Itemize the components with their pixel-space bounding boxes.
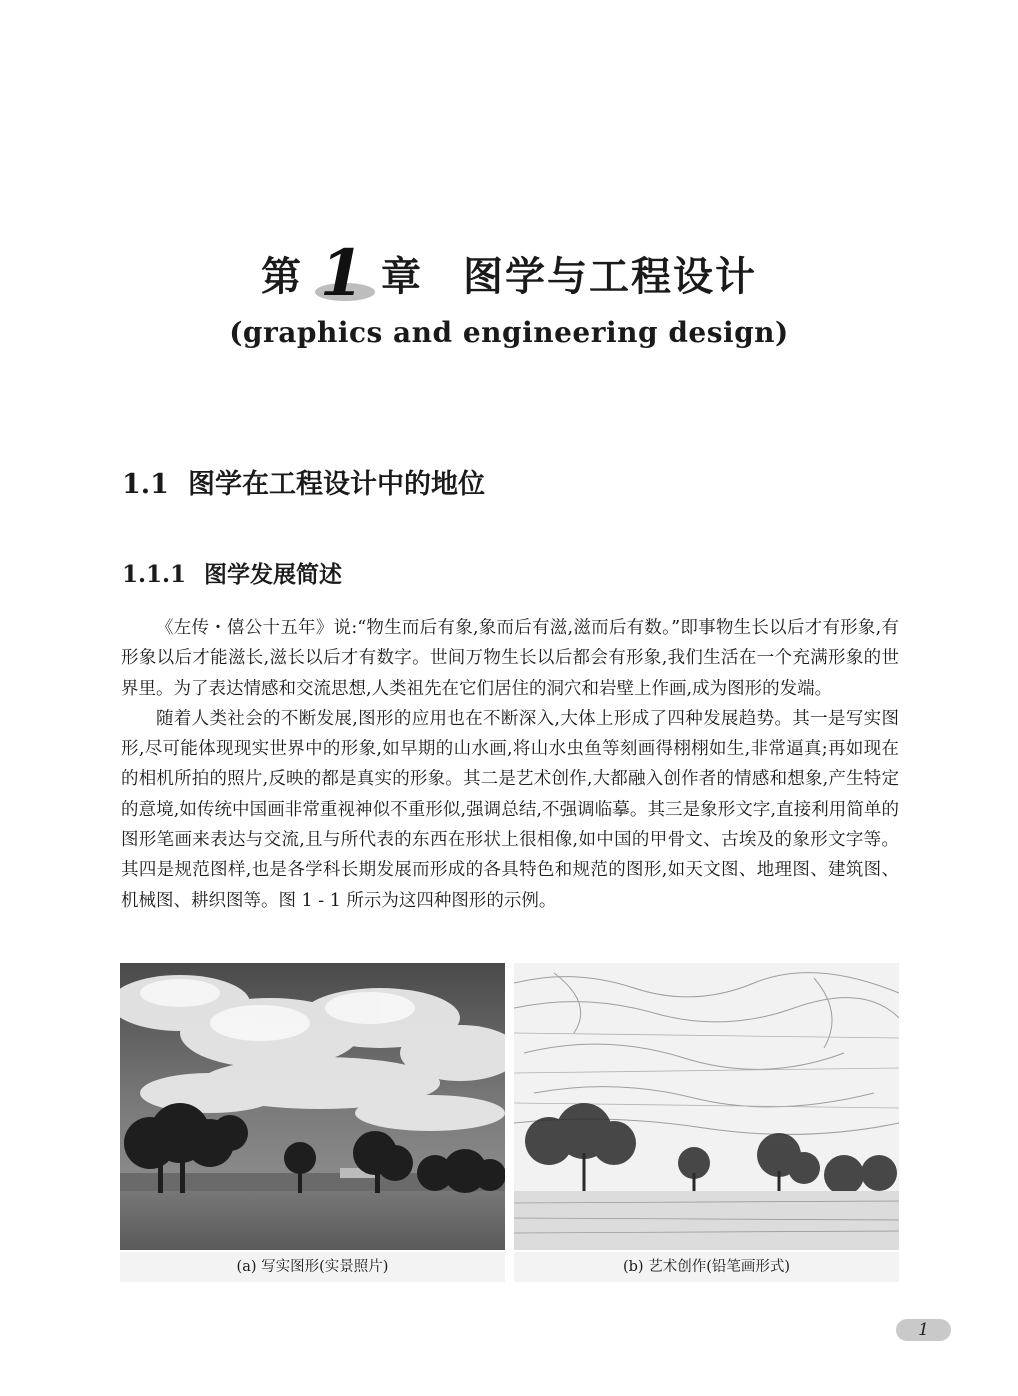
pencil-sketch-image: [514, 963, 899, 1250]
subsection-number: 1.1.1: [122, 561, 187, 588]
paragraph: 随着人类社会的不断发展,图形的应用也在不断深入,大体上形成了四种发展趋势。其一是写实图形,尽可能体现现实世界中的形象,如早期的山水画,将山水虫鱼等刻画得栩栩如生,非常逼真;再如现在的相机所拍的照片,反映的都是真实的形象。其二是艺术创作,大都融入创作者的情感和想象,产生特定的意境,如传统中国画非常重视神似不重形似,强调总结,不强调临摹。其三是象形文字,直接利用简单的图形笔画来表达与交流,且与所代表的东西在形状上很相像,如中国的甲骨文、古埃及的象形文字等。其四是规范图样,也是各学科长期发展而形成的各具特色和规范的图形,如天文图、地理图、建筑图、机械图、耕织图等。图 1 - 1 所示为这四种图形的示例。: [121, 708, 899, 911]
paragraph: 《左传・僖公十五年》说:“物生而后有象,象而后有滋,滋而后有数。”即事物生长以后才有形象,有形象以后才能滋长,滋长以后才有数字。世间万物生长以后都会有形象,我们生活在一个充满形象的世界里。为了表达情感和交流思想,人类祖先在它们居住的洞穴和岩壁上作画,成为图形的发端。: [121, 618, 899, 699]
chapter-title: [0, 236, 1018, 311]
chapter-number: 1: [319, 236, 367, 311]
subsection-title: 图学发展简述: [204, 562, 342, 588]
section-heading: [122, 462, 485, 501]
section-title: 图学在工程设计中的地位: [188, 469, 485, 500]
chapter-suffix: 章: [381, 253, 423, 300]
chapter-prefix: 第: [261, 253, 303, 300]
figure-sketch: [514, 963, 899, 1250]
chapter-title-text: 图学与工程设计: [463, 253, 757, 300]
figure-caption-b: (b) 艺术创作(铅笔画形式): [514, 1252, 899, 1282]
subsection-heading: [122, 556, 342, 589]
page-number: 1: [896, 1319, 951, 1341]
figure-photo: [120, 963, 505, 1250]
body-text: [121, 613, 899, 916]
landscape-photo-image: [120, 963, 505, 1250]
chapter-number-badge: [307, 236, 377, 311]
section-number: 1.1: [122, 469, 169, 500]
figure-caption-a: (a) 写实图形(实景照片): [120, 1252, 505, 1282]
chapter-subtitle: (graphics and engineering design): [229, 316, 789, 349]
